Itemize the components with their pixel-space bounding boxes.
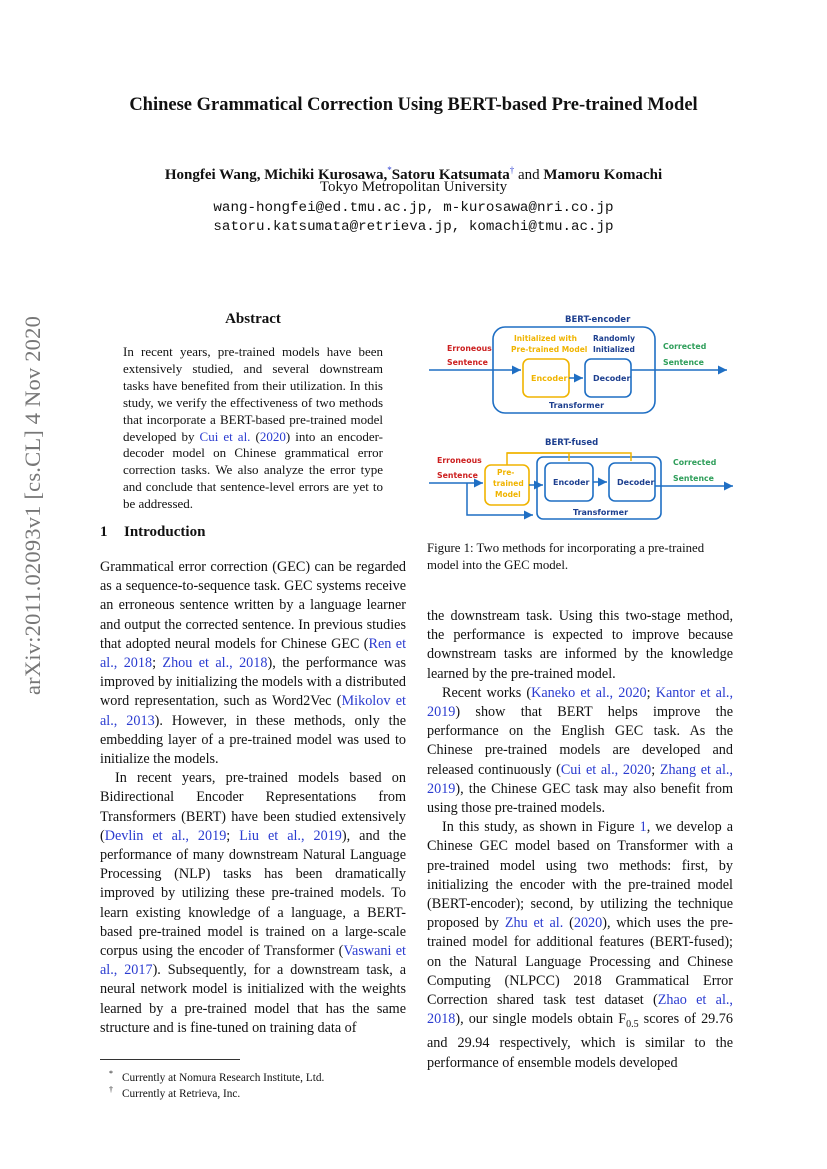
text-run: ), the performance was improved by initializing the models with a distributed word representation, such as Word2Vec ( — [100, 655, 406, 710]
subscript: 0.5 — [626, 1019, 639, 1031]
output-label: Corrected — [663, 342, 707, 351]
citation-link[interactable]: 2020 — [573, 915, 603, 932]
output-label: Sentence — [663, 358, 704, 367]
bert-fused-diagram — [429, 438, 733, 519]
citation-link[interactable]: Kantor et al., 2019 — [427, 684, 734, 721]
text-run: ), the Chinese GEC task may also benefit from using those pre-trained models. — [427, 780, 733, 817]
paragraph — [427, 684, 733, 818]
text-run: ; — [226, 827, 240, 844]
decoder-label: Decoder — [617, 478, 655, 487]
output-label: Sentence — [673, 474, 714, 483]
init-label: Initialized with — [514, 334, 577, 343]
input-label: Erroneous — [447, 344, 492, 353]
footnote-mark-dagger: † — [509, 165, 515, 175]
paragraph: the downstream task. Using this two-stage method, the performance is expected to improve because downstream tasks are informed by the knowledge learned by the pre-trained model. — [427, 608, 733, 682]
text-run: ), which uses the pre-trained model for additional features (BERT-fused); on the Natural Language Processing and Chinese Computing (NLPCC) 2018 Grammatical Error Correction shared task test dataset ( — [427, 915, 733, 1009]
abstract-part: ) into an encoder-decoder model on Chinese grammatical error correction tasks. We also analyze the error type and conclude that sentence-level errors are yet to be addressed. — [123, 428, 384, 512]
citation-link[interactable]: Zhu et al. — [504, 915, 564, 932]
citation-link[interactable]: Kaneko et al., 2020 — [531, 684, 647, 701]
rand-label: Initialized — [593, 345, 635, 354]
encoder-label: Encoder — [531, 374, 568, 383]
abstract-heading: Abstract — [225, 311, 281, 327]
author-1-2: Hongfei Wang, Michiki Kurosawa, — [164, 167, 388, 183]
section-number: 1 — [100, 524, 108, 540]
abstract-part: In recent years, pre-trained models have been extensively studied, and several downstream tasks have benefited from their utilization. In this study, we verify the effectiveness of two methods that incorporate a BERT-based pre-trained model developed by — [123, 344, 383, 444]
text-run: scores of 29.76 and 29.94 respectively, which is similar to the performance of ensemble models developed — [427, 1011, 733, 1071]
decoder-label: Decoder — [593, 374, 631, 383]
text-run: In this study, as shown in Figure — [442, 819, 640, 836]
email-line-1: wang-hongfei@ed.tmu.ac.jp, m-kurosawa@nri.co.jp — [213, 200, 614, 216]
footnote-rule — [100, 1059, 240, 1060]
text-run: Recent works ( — [442, 684, 532, 701]
pretrained-label: Pre- — [497, 468, 515, 477]
right-column — [427, 607, 733, 1073]
init-label: Pre-trained Model — [511, 345, 588, 354]
transformer-label: Transformer — [549, 401, 605, 410]
text-run: ), our single models obtain F — [455, 1011, 627, 1028]
citation-link[interactable]: Liu et al., 2019 — [239, 827, 342, 844]
arxiv-stamp: arXiv:2011.02093v1 [cs.CL] 4 Nov 2020 — [20, 315, 45, 695]
citation-link[interactable]: Cui et al. — [199, 428, 251, 444]
citation-link[interactable]: Cui et al., 2020 — [560, 761, 652, 778]
input-label: Erroneous — [437, 456, 482, 465]
input-label: Sentence — [437, 471, 478, 480]
citation-link[interactable]: Zhao et al., 2018 — [427, 992, 733, 1028]
pretrained-label: Model — [495, 490, 521, 499]
frame-label: BERT-fused — [545, 438, 599, 448]
author-3: Satoru Katsumata — [391, 167, 510, 183]
footnote-text: Currently at Nomura Research Institute, Ltd. — [122, 1071, 325, 1084]
text-run: ), and the performance of many downstream Natural Language Processing (NLP) tasks has been dramatically improved by utilizing these pre-trained models. To learn existing knowledge of a language, a BERT-based pre-trained model is trained on a large-scale corpus using the encoder of Transformer ( — [100, 827, 406, 960]
author-4: Mamoru Komachi — [543, 167, 663, 183]
paragraph — [427, 818, 733, 1072]
email-line-2: satoru.katsumata@retrieva.jp, komachi@tmu.ac.jp — [213, 219, 614, 235]
text-run: Grammatical error correction (GEC) can be regarded as a sequence-to-sequence task. GEC systems receive an erroneous sentence written by a language learner and output the corrected sentence. In previous studies that adopted neural models for Chinese GEC ( — [100, 559, 406, 652]
affiliation: Tokyo Metropolitan University — [319, 179, 508, 195]
footnote-mark: * — [109, 1069, 113, 1078]
encoder-label: Encoder — [553, 478, 590, 487]
figure-caption: Figure 1: Two methods for incorporating a pre-trained model into the GEC model. — [427, 541, 705, 572]
citation-link[interactable]: 2020 — [259, 428, 286, 444]
citation-link[interactable]: Mikolov et al., 2013 — [100, 693, 406, 729]
text-run: ; — [646, 684, 656, 701]
text-run: ( — [563, 915, 574, 932]
section-title: Introduction — [124, 524, 206, 540]
output-label: Corrected — [673, 458, 717, 467]
paragraph — [100, 558, 406, 769]
text-run: In recent years, pre-trained models based on Bidirectional Encoder Representations from Transformers (BERT) have been studied extensively ( — [100, 770, 406, 844]
input-label: Sentence — [447, 358, 488, 367]
citation-link[interactable]: Zhou et al., 2018 — [162, 655, 268, 672]
text-run: ) show that BERT helps improve the performance on the English GEC task. As the Chinese pre-trained models are developed and released continuously ( — [427, 704, 733, 778]
text-run: ). Subsequently, for a downstream task, a neural network model is initialized with the weights learned by a pre-trained model that has the same structure and is fine-tuned on training data of — [100, 962, 406, 1036]
abstract-part: ( — [250, 428, 260, 444]
bert-encoder-diagram — [429, 315, 727, 413]
section-heading — [100, 524, 205, 541]
transformer-label: Transformer — [573, 508, 629, 517]
frame-label: BERT-encoder — [565, 315, 631, 325]
citation-link[interactable]: Vaswani et al., 2017 — [100, 943, 406, 979]
citation-link[interactable]: Zhang et al., 2019 — [427, 761, 733, 797]
pretrained-label: trained — [493, 479, 524, 488]
citation-link[interactable]: Devlin et al., 2019 — [104, 827, 227, 844]
text-run: ). However, in these methods, only the embedding layer of a pre-trained model was used to initialize the models. — [100, 712, 406, 768]
figure-ref-link[interactable]: 1 — [639, 819, 647, 836]
footnote-mark-star: * — [387, 165, 392, 175]
paragraph — [100, 769, 406, 1038]
text-run: ; — [651, 761, 660, 778]
left-column — [100, 558, 406, 1038]
footnote-mark: † — [109, 1085, 113, 1094]
text-run: ; — [152, 655, 163, 672]
footnote-text: Currently at Retrieva, Inc. — [122, 1087, 241, 1100]
footnote — [100, 1082, 406, 1102]
paper-title: Chinese Grammatical Correction Using BERT-based Pre-trained Model — [129, 95, 698, 115]
author-and: and — [514, 167, 544, 183]
abstract-text — [123, 344, 383, 513]
figure-1-diagram — [427, 305, 747, 535]
citation-link[interactable]: Ren et al., 2018 — [100, 635, 407, 672]
rand-label: Randomly — [593, 334, 635, 343]
text-run: , we develop a Chinese GEC model based on Transformer with a pre-trained model using two methods: first, by initializing the encoder with the pre-trained model (BERT-encoder); second, by utilizing the technique proposed by — [427, 819, 733, 932]
